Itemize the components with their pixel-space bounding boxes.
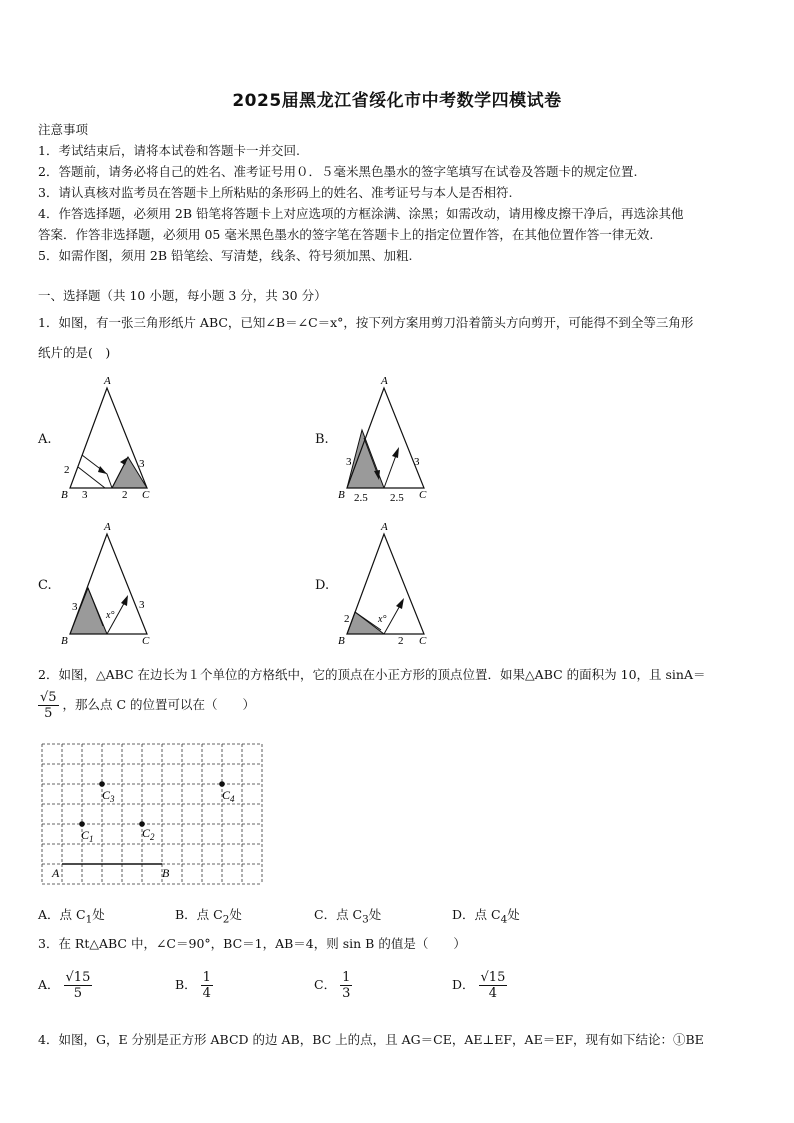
vertex-label: A	[104, 521, 111, 533]
q1-option-c: C.	[38, 578, 52, 593]
vertex-label: C	[419, 635, 427, 647]
q2-option-b: B．点 $C_2$处	[175, 907, 242, 926]
point-label: $C_3$	[102, 788, 115, 804]
notice-item: 4．作答选择题，必须用 2B 铅笔将答题卡上对应选项的方框涂满、涂黑；如需改动，请用橡皮擦干净后，再选涂其他	[38, 206, 684, 221]
cut-arrow	[82, 455, 112, 488]
angle-label: x°	[378, 614, 387, 625]
notice-item: 3．请认真核对监考员在答题卡上所粘贴的条形码上的姓名、准考证号与本人是否相符.	[38, 185, 513, 200]
q1-option-d: D.	[315, 578, 330, 593]
vertex-label: B	[61, 489, 68, 501]
length-label: 2	[344, 613, 350, 625]
length-label: 2	[398, 635, 404, 647]
length-label: 2	[122, 489, 128, 501]
arrow-head-icon	[121, 595, 128, 606]
point-label: B	[162, 866, 170, 880]
vertex-label: C	[142, 635, 150, 647]
length-label: 3	[139, 458, 145, 470]
vertex-label: B	[338, 489, 345, 501]
length-label: 2.5	[354, 492, 368, 504]
vertex-label: C	[419, 489, 427, 501]
q2-option-d: D．点 $C_4$处	[452, 907, 520, 926]
q1-figure-a	[55, 370, 165, 505]
vertex-label: B	[338, 635, 345, 647]
arrow-head-icon	[392, 447, 399, 458]
point-label: $C_2$	[142, 826, 155, 842]
notice-heading: 注意事项	[38, 122, 89, 137]
length-label: 3	[139, 599, 145, 611]
length-label: 2	[64, 464, 70, 476]
vertex-label: B	[61, 635, 68, 647]
q2-option-a: A．点 $C_1$处	[38, 907, 105, 926]
q4-stem: 4．如图，G，E 分别是正方形 ABCD 的边 AB，BC 上的点，且 AG＝CE，AE⊥EF，AE＝EF，现有如下结论：①BE	[38, 1032, 704, 1047]
point-c3	[99, 781, 105, 787]
length-label: 3	[72, 601, 78, 613]
notice-item: 1．考试结束后，请将本试卷和答题卡一并交回.	[38, 143, 300, 158]
point-label: A	[52, 866, 60, 880]
q2-grid-figure	[40, 742, 266, 888]
vertex-label: A	[381, 375, 388, 387]
vertex-label: A	[104, 375, 111, 387]
arrow-head-icon	[396, 598, 404, 609]
length-label: 3	[82, 489, 88, 501]
point-label: $C_1$	[81, 828, 94, 844]
section-heading: 一、选择题（共 10 小题，每小题 3 分，共 30 分）	[38, 288, 327, 303]
length-label: 3	[414, 456, 420, 468]
q3-option-b: B． $\frac{1}{4}$	[175, 970, 211, 1001]
vertex-label: A	[381, 521, 388, 533]
point-label: $C_4$	[222, 788, 235, 804]
q3-option-c: C． $\frac{1}{3}$	[314, 970, 351, 1001]
notice-item: 答案．作答非选择题，必须用 05 毫米黑色墨水的签字笔在答题卡上的指定位置作答，在其他位置作答一律无效.	[38, 227, 654, 242]
vertex-label: C	[142, 489, 150, 501]
notice-item: 2．答题前，请务必将自己的姓名、准考证号用０．５毫米黑色墨水的签字笔填写在试卷及答题卡的规定位置.	[38, 164, 638, 179]
q1-option-b: B.	[315, 432, 329, 447]
q2-stem-cont: $\frac{√5}{5}$ ，那么点 C 的位置可以在（ ）	[40, 690, 256, 721]
q1-figure-b	[332, 370, 447, 505]
q1-stem-cont: 纸片的是( )	[38, 345, 111, 360]
page-title: 2025届黑龙江省绥化市中考数学四模试卷	[232, 91, 562, 111]
q3-stem: 3．在 Rt△ABC 中，∠C＝90°，BC＝1，AB＝4，则 sin B 的值是（ ）	[38, 936, 466, 951]
length-label: 3	[346, 456, 352, 468]
q3-option-d: D． $\frac{√15}{4}$	[452, 970, 506, 1001]
q1-figure-d	[332, 518, 447, 653]
point-c4	[219, 781, 225, 787]
length-label: 2.5	[390, 492, 404, 504]
sin-fraction: $\frac{√5}{5}$	[40, 690, 57, 721]
q1-figure-c	[55, 518, 165, 653]
q1-option-a: A.	[38, 432, 52, 447]
q1-stem: 1．如图，有一张三角形纸片 ABC，已知∠B＝∠C＝x°，按下列方案用剪刀沿着箭头方向剪开，可能得不到全等三角形	[38, 315, 694, 330]
notice-item: 5．如需作图，须用 2B 铅笔绘、写清楚，线条、符号须加黑、加粗.	[38, 248, 413, 263]
angle-label: x°	[106, 610, 115, 621]
q3-option-a: A． $\frac{√15}{5}$	[38, 970, 91, 1001]
q2-stem: 2．如图，△ABC 在边长为１个单位的方格纸中，它的顶点在小正方形的顶点位置．如果△ABC 的面积为 10，且 sinA＝	[38, 667, 706, 682]
point-c1	[79, 821, 85, 827]
q2-option-c: C．点 $C_3$处	[314, 907, 382, 926]
